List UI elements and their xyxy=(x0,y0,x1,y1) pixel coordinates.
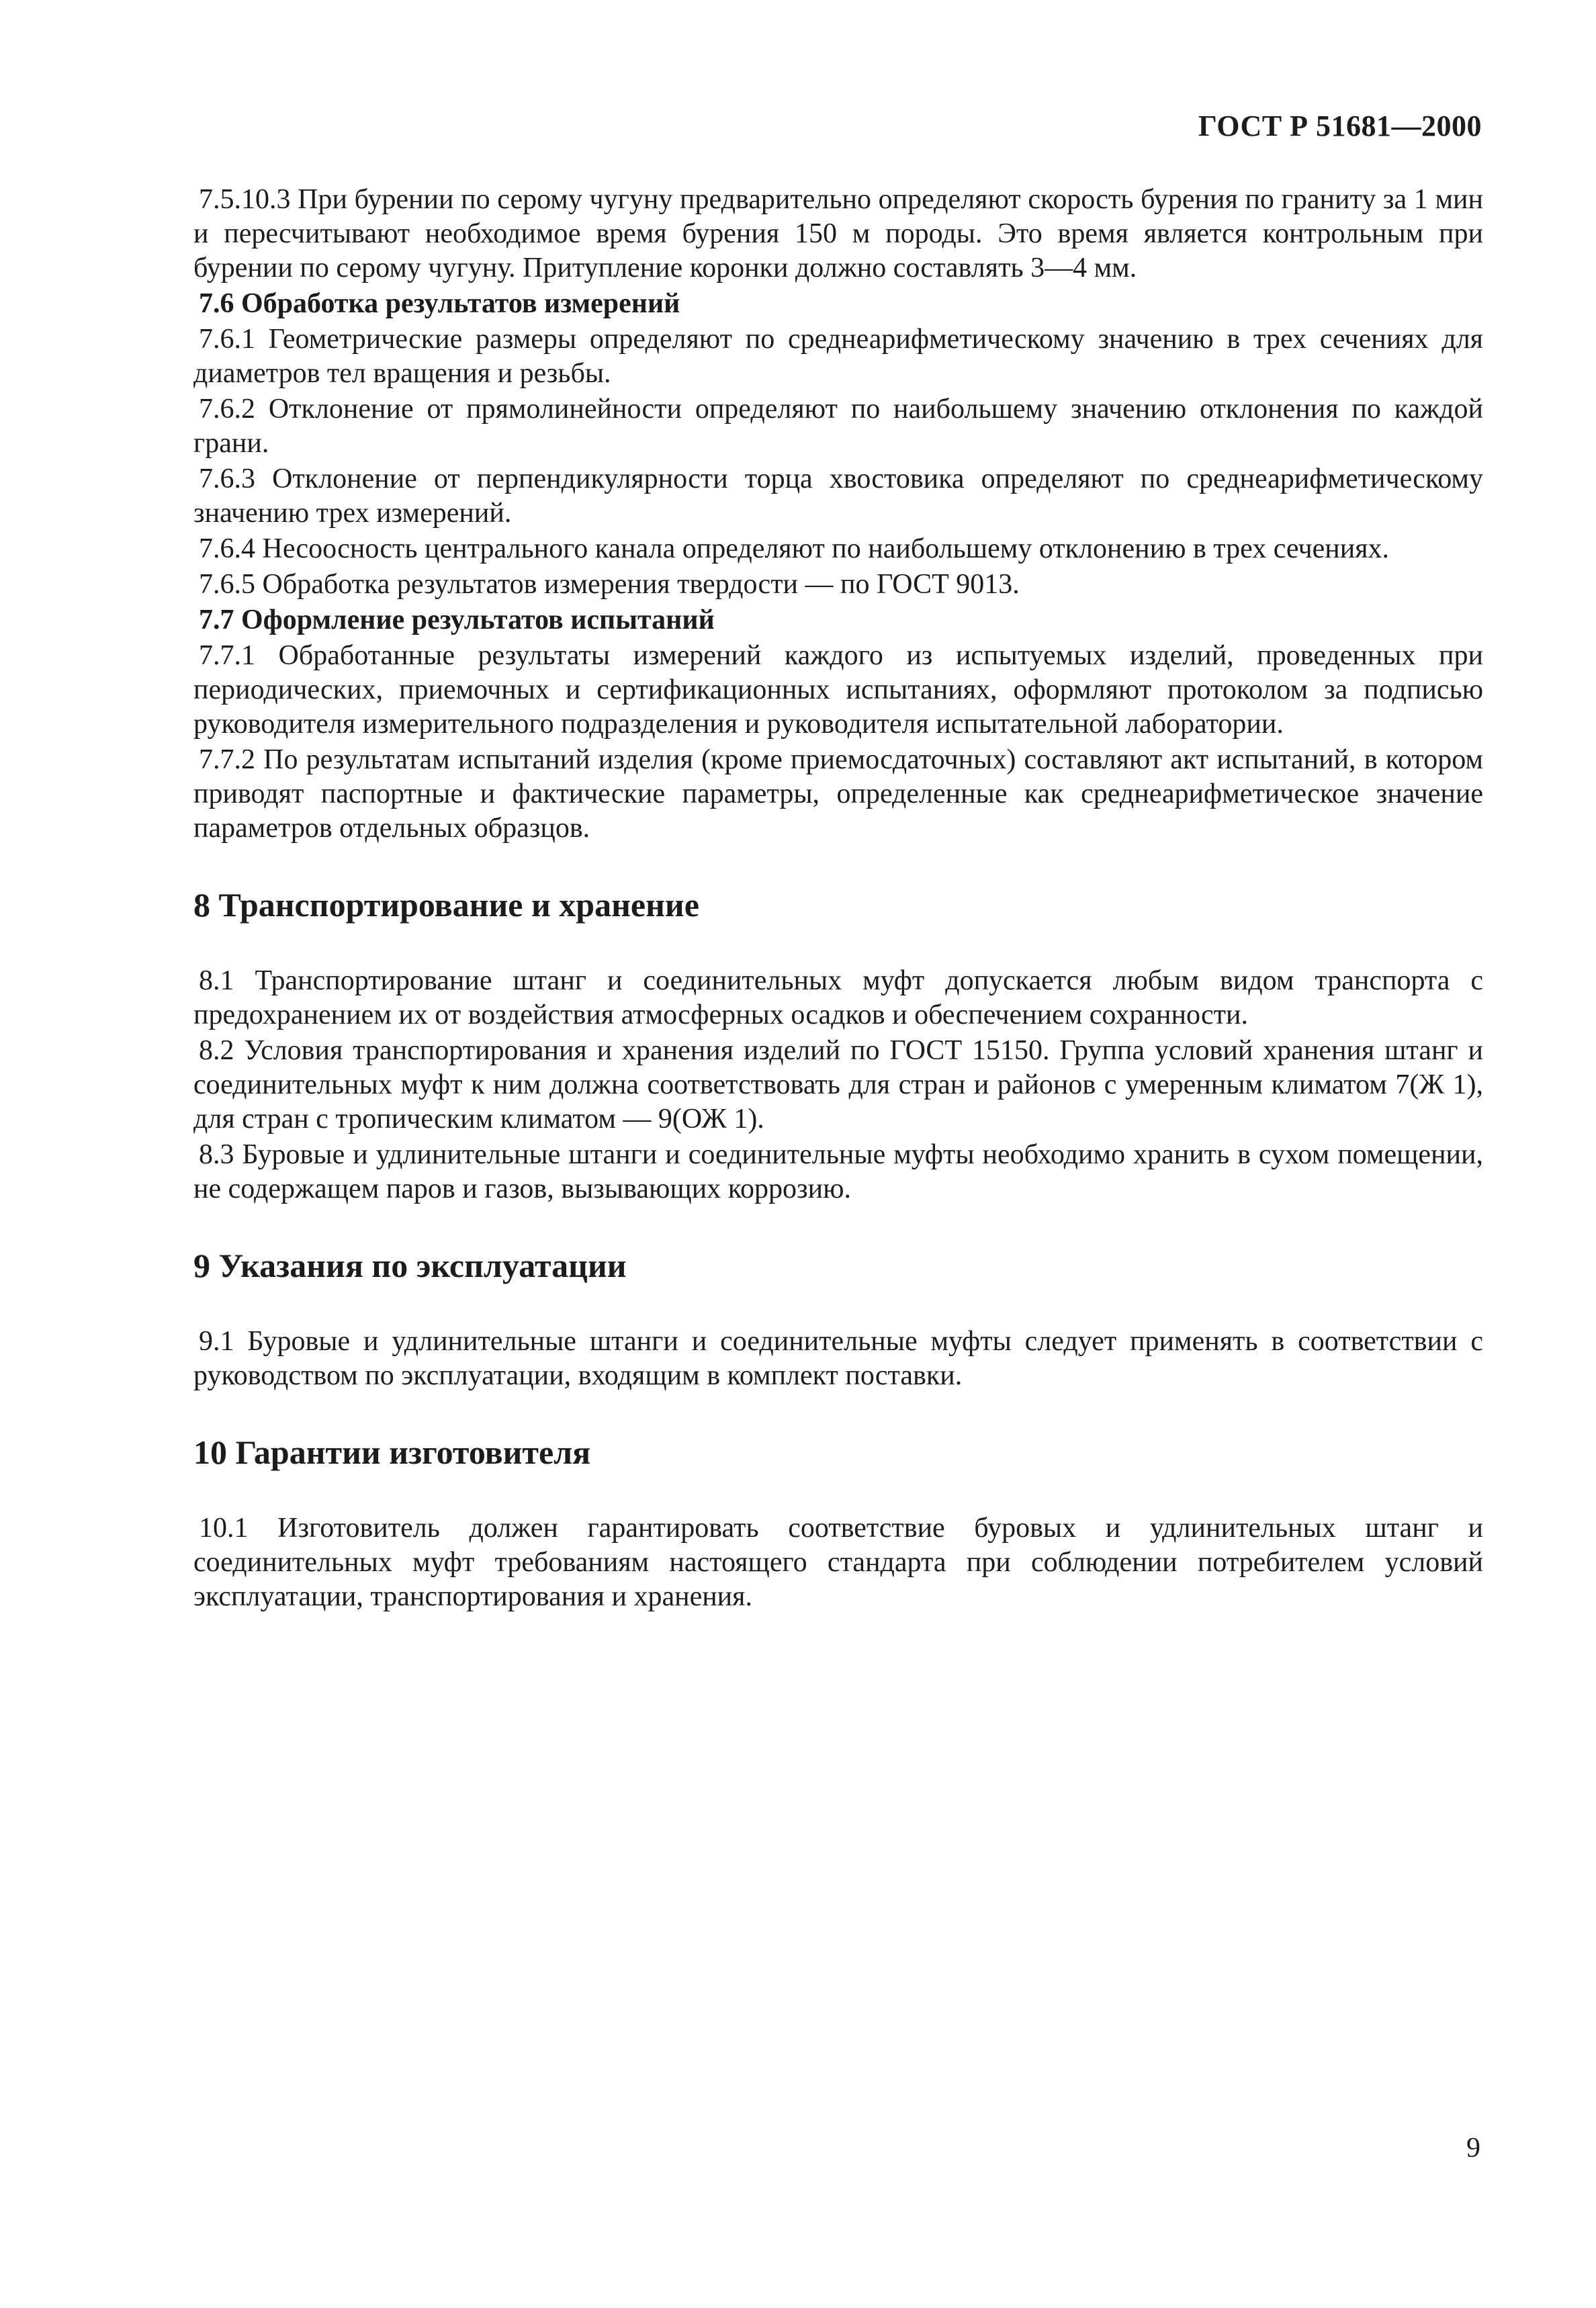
paragraph-7-7-2: 7.7.2 По результатам испытаний изделия (кроме приемосдаточных) составляют акт испытаний, в котором приводят паспортные и фактические параметры, определенные как среднеарифметическое значение параметров отдельных образцов. xyxy=(193,744,1483,844)
paragraph-7-6-2: 7.6.2 Отклонение от прямолинейности определяют по наибольшему значению отклонения по каждой грани. xyxy=(193,394,1483,459)
section-title-10: 10 Гарантии изготовителя xyxy=(193,1433,591,1471)
document-header: ГОСТ Р 51681—2000 xyxy=(1198,109,1482,142)
section-title-9: 9 Указания по эксплуатации xyxy=(193,1247,627,1284)
paragraph-7-6-4: 7.6.4 Несоосность центрального канала определяют по наибольшему отклонению в трех сечениях. xyxy=(199,533,1390,564)
subheading-7-6: 7.6 Обработка результатов измерений xyxy=(199,288,680,319)
document-body xyxy=(193,183,1483,1615)
paragraph-9-1: 9.1 Буровые и удлинительные штанги и соединительные муфты следует применять в соответствии с руководством по эксплуатации, входящим в комплект поставки. xyxy=(193,1326,1483,1391)
page-number: 9 xyxy=(1466,2133,1480,2164)
subheading-7-7: 7.7 Оформление результатов испытаний xyxy=(199,605,715,635)
paragraph-10-1: 10.1 Изготовитель должен гарантировать соответствие буровых и удлинительных штанг и соединительных муфт требованиям настоящего стандарта при соблюдении потребителем условий эксплуатации, транспортирования и хранения. xyxy=(193,1513,1483,1612)
section-title-8: 8 Транспортирование и хранение xyxy=(193,886,699,924)
paragraph-8-1: 8.1 Транспортирование штанг и соединительных муфт допускается любым видом транспорта с предохранением их от воздействия атмосферных осадков и обеспечением сохранности. xyxy=(193,965,1483,1030)
paragraph-7-6-3: 7.6.3 Отклонение от перпендикулярности торца хвостовика определяют по среднеарифметическому значению трех измерений. xyxy=(193,463,1483,529)
paragraph-8-2: 8.2 Условия транспортирования и хранения изделий по ГОСТ 15150. Группа условий хранения штанг и соединительных муфт к ним должна соответствовать для стран и районов с умеренным климатом 7(Ж 1), для стран с тропическим климатом — 9(ОЖ 1). xyxy=(193,1035,1483,1135)
paragraph-7-6-1: 7.6.1 Геометрические размеры определяют по среднеарифметическому значению в трех сечениях для диаметров тел вращения и резьбы. xyxy=(193,324,1483,389)
paragraph-8-3: 8.3 Буровые и удлинительные штанги и соединительные муфты необходимо хранить в сухом помещении, не содержащем паров и газов, вызывающих коррозию. xyxy=(193,1139,1483,1204)
paragraph-7-5-10-3: 7.5.10.3 При бурении по серому чугуну предварительно определяют скорость бурения по граниту за 1 мин и пересчитывают необходимое время бурения 150 м породы. Это время является контрольным при бурении по серому чугуну. Притупление коронки должно составлять 3—4 мм. xyxy=(193,184,1483,283)
paragraph-7-7-1: 7.7.1 Обработанные результаты измерений каждого из испытуемых изделий, проведенных при периодических, приемочных и сертификационных испытаниях, оформляют протоколом за подписью руководителя измерительного подразделения и руководителя испытательной лаборатории. xyxy=(193,640,1483,740)
paragraph-7-6-5: 7.6.5 Обработка результатов измерения твердости — по ГОСТ 9013. xyxy=(199,569,1020,600)
